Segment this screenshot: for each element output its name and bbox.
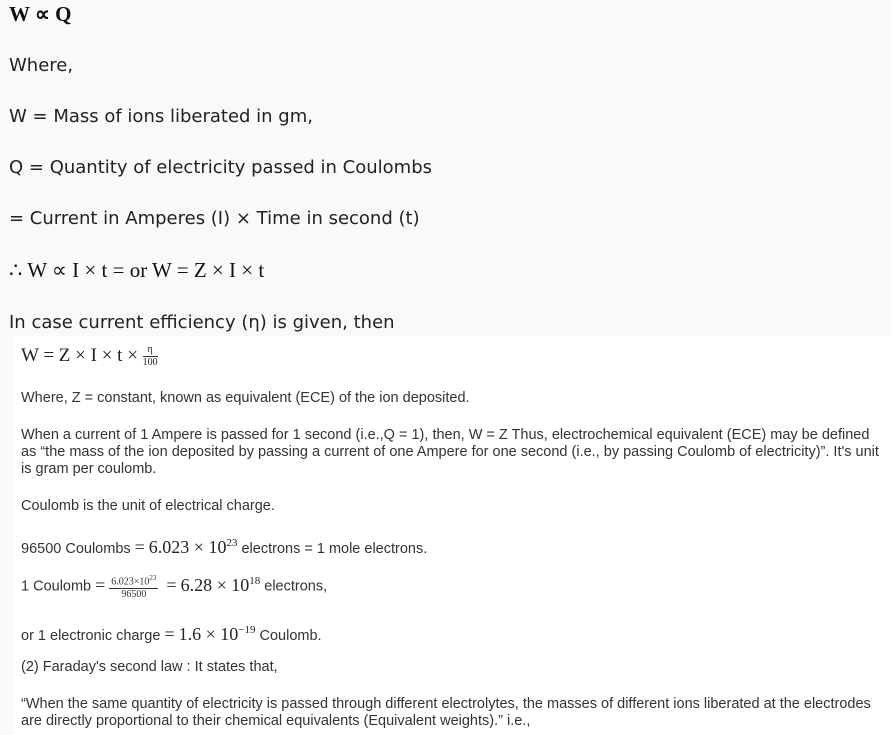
electronic-charge-line: or 1 electronic charge = $1.6 \times 10^{-19}$ Coulomb. (21, 624, 322, 644)
derived-equation: ∴ W ∝ I × t = or W = Z × I × t (9, 258, 265, 282)
ece-paragraph: When a current of 1 Ampere is passed for 1 second (i.e.,Q = 1), then, W = Z Thus, electrochemical equivalent (ECE) may be defined as “the mass of the ion deposited by passing a current of one Ampere for one second (i.e., by passing Coulomb of electricity)”. It's unit is gram per coulomb. (21, 427, 879, 477)
proportionality-equation: W ∝ Q (9, 2, 72, 26)
q-definition: Q = Quantity of electricity passed in Coulombs (9, 157, 433, 178)
one-coulomb-line: 1 Coulomb = $\frac{6.023\times 10^{23}}{96500}$ = $6.28 \times 10^{18}$ electrons, (21, 574, 328, 601)
w-definition: W = Mass of ions liberated in gm, (9, 106, 313, 127)
content-panel (14, 336, 891, 735)
second-law-heading: (2) Faraday's second law : It states that, (21, 659, 278, 675)
faraday-constant-line: 96500 Coulombs = $6.023 \times 10^{23}$ electrons = 1 mole electrons. (21, 537, 428, 557)
second-law-quote: “When the same quantity of electricity is passed through different electrolytes, the masses of different ions liberated at the electrodes are directly proportional to their chemical equivalents (Equivalent weights).” i.e., (21, 696, 871, 729)
efficiency-equation: W = Z × I × t × $\frac{\eta}{100}$ (21, 344, 158, 368)
eta-fraction: $\frac{\eta}{100}$ (142, 344, 158, 368)
efficiency-text: In case current efficiency (η) is given, then (9, 312, 395, 333)
q-equation: = Current in Amperes (I) × Time in second (t) (9, 208, 420, 229)
coulomb-unit-text: Coulomb is the unit of electrical charge. (21, 498, 275, 514)
where-label: Where, (9, 55, 74, 76)
text-section (0, 0, 891, 336)
avogadro-fraction: $\frac{6.023\times 10^{23}}{96500}$ (111, 574, 157, 601)
z-definition: Where, Z = constant, known as equivalent (ECE) of the ion deposited. (21, 390, 470, 406)
